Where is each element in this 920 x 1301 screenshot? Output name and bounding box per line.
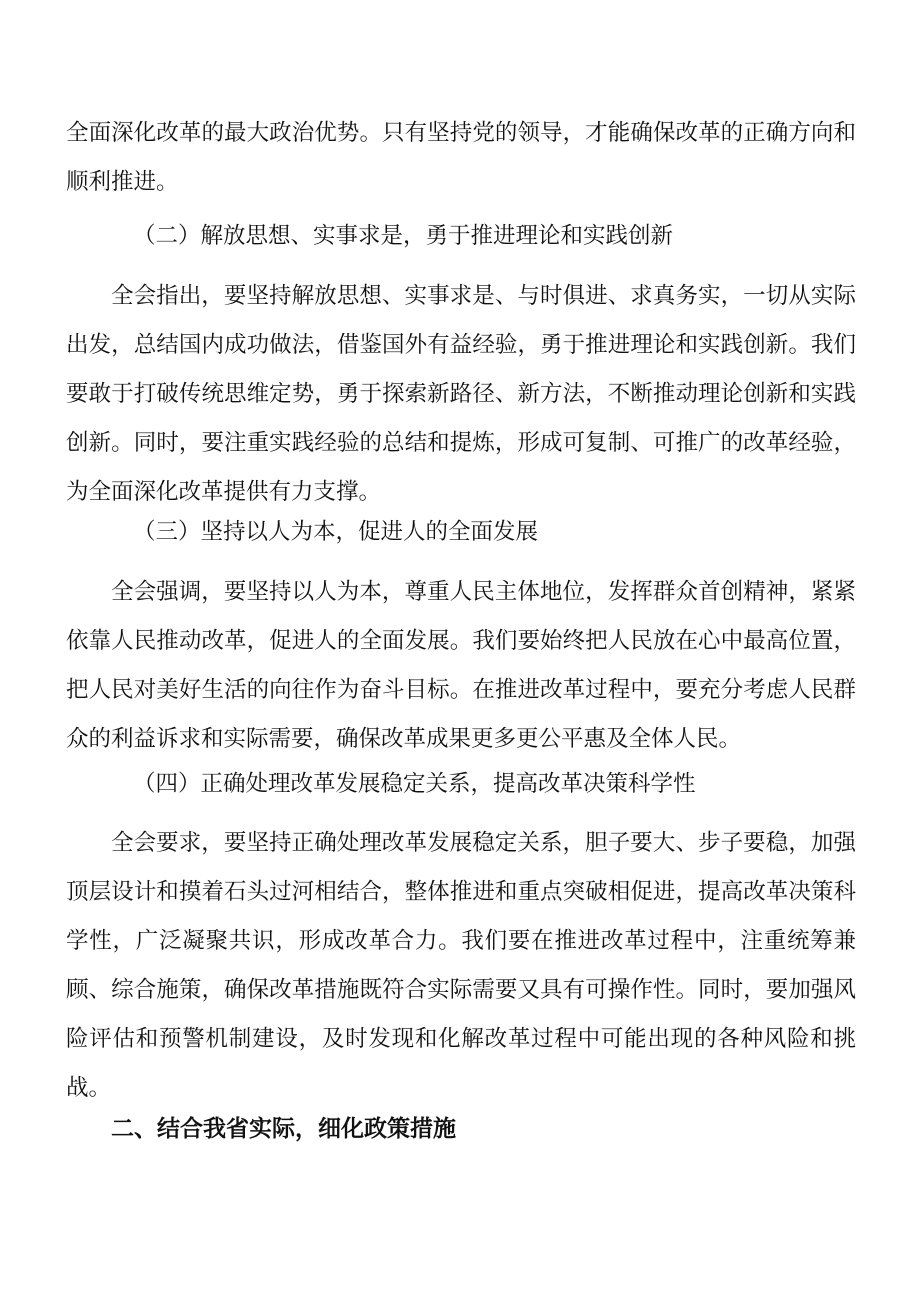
subsection-heading-4: （四）正确处理改革发展稳定关系，提高改革决策科学性 xyxy=(133,771,696,797)
subsection-heading-2: （二）解放思想、实事求是，勇于推进理论和实践创新 xyxy=(133,223,674,249)
continuation-paragraph: 全面深化改革的最大政治优势。只有坚持党的领导，才能确保改革的正确方向和顺利推进。 xyxy=(66,120,856,195)
subsection-heading-3: （三）坚持以人为本，促进人的全面发展 xyxy=(133,519,539,545)
subsection-body-2: 全会指出，要坚持解放思想、实事求是、与时俱进、求真务实，一切从实际出发，总结国内成功做法，借鉴国外有益经验，勇于推进理论和实践创新。我们要敢于打破传统思维定势，勇于探索新路径、新方法，不断推动理论创新和实践创新。同时，要注重实践经验的总结和提炼，形成可复制、可推广的改革经验，为全面深化改革提供有力支撑。 xyxy=(66,283,856,505)
section-title: 二、结合我省实际，细化政策措施 xyxy=(111,1116,456,1142)
subsection-body-4: 全会要求，要坚持正确处理改革发展稳定关系，胆子要大、步子要稳，加强顶层设计和摸着石头过河相结合，整体推进和重点突破相促进，提高改革决策科学性，广泛凝聚共识，形成改革合力。我们要在推进改革过程中，注重统筹兼顾、综合施策，确保改革措施既符合实际需要又具有可操作性。同时，要加强风险评估和预警机制建设，及时发现和化解改革过程中可能出现的各种风险和挑战。 xyxy=(66,830,856,1101)
subsection-body-3: 全会强调，要坚持以人为本，尊重人民主体地位，发挥群众首创精神，紧紧依靠人民推动改革，促进人的全面发展。我们要始终把人民放在心中最高位置，把人民对美好生活的向往作为奋斗目标。在推进改革过程中，要充分考虑人民群众的利益诉求和实际需要，确保改革成果更多更公平惠及全体人民。 xyxy=(66,579,856,752)
